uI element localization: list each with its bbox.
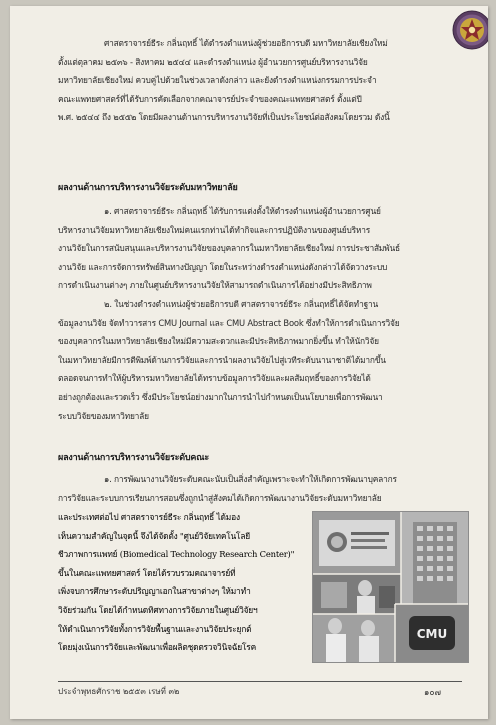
- page-number: ๑๐๗: [424, 688, 441, 698]
- footer-publication: ประจำพุทธศักราช ๒๕๕๓ เรษที่ ๓๒: [58, 687, 180, 696]
- s2-wrap-line-1: และประเทศต่อไป ศาสตราจารย์ธีระ กลิ่นฤทธิ์ ได้มอง: [58, 512, 240, 522]
- s1-item2-line-4: ในมหาวิทยาลัยมีการตีพิมพ์ด้านการวิจัยและการนำผลงานวิจัยไปสู่เวทีระดับนานาชาติได้มากขึ้น: [58, 354, 386, 365]
- s2-full-line-1: ๑. การพัฒนางานวิจัยระดับคณะนับเป็นสิ่งสำคัญเพราะจะทำให้เกิดการพัฒนาบุคลากร: [104, 474, 397, 484]
- s1-item2-line-3: ของบุคลากรในมหาวิทยาลัยเชียงใหม่มีความสะดวกและมีประสิทธิภาพมากยิ่งขึ้น ทำให้นักวิจัย: [58, 336, 379, 347]
- s1-item2-line-1: ๒. ในช่วงดำรงตำแหน่งผู้ช่วยอธิการบดี ศาสตราจารย์ธีระ กลิ่นฤทธิ์ได้จัดทำฐาน: [104, 299, 379, 309]
- intro-paragraph: [58, 34, 462, 127]
- photo-collage-image: [313, 512, 468, 662]
- s1-item1-line-4: งานวิจัย และการจัดการทรัพย์สินทางปัญญา โดยในระหว่างดำรงตำแหน่งดังกล่าวได้จัดวางระบบ: [58, 261, 388, 272]
- intro-line-3: มหาวิทยาลัยเชียงใหม่ ควบคู่ไปด้วยในช่วงเวลาดังกล่าว และยังดำรงตำแหน่งกรรมการประจำ: [58, 75, 377, 86]
- s2-wrap-line-4: ขึ้นในคณะแพทยศาสตร์ โดยได้รวบรวมคณาจารย์ที่: [58, 567, 236, 578]
- s1-item2-line-5: ตลอดจนการทำให้ผู้บริหารมหาวิทยาลัยได้ทราบข้อมูลการวิจัยและผลสัมฤทธิ์ของการวิจัยได้: [58, 373, 371, 384]
- s1-item1-line-2: บริหารงานวิจัยมหาวิทยาลัยเชียงใหม่คนแรกท่านได้ทำกิจและการปฏิบัติงานของศูนย์บริหาร: [58, 224, 370, 235]
- section1-item1: [58, 202, 462, 295]
- s2-wrap-line-2: เห็นความสำคัญในจุดนี้ จึงได้จัดตั้ง "ศูนย์วิจัยเทคโนโลยี: [58, 530, 250, 541]
- s2-wrap-line-7: ให้ดำเนินการวิจัยทั้งการวิจัยพื้นฐานและงานวิจัยประยุกต์: [58, 623, 252, 634]
- s1-item1-line-1: ๑. ศาสตราจารย์ธีระ กลิ่นฤทธิ์ ได้รับการแต่งตั้งให้ดำรงตำแหน่งผู้อำนวยการศูนย์: [104, 206, 381, 216]
- s1-item2-line-7: ระบบวิจัยของมหาวิทยาลัย: [58, 410, 149, 421]
- section2-full-lines: [58, 470, 462, 507]
- s2-wrap-line-5: เพิ่งจบการศึกษาระดับปริญญาเอกในสาขาต่างๆ ให้มาทำ: [58, 586, 251, 597]
- s2-full-line-2: การวิจัยและระบบการเรียนการสอนซึ่งถูกนำสู่สังคมได้เกิดการพัฒนางานวิจัยระดับมหาวิทยาลัย: [58, 492, 382, 503]
- document-page: [10, 6, 488, 719]
- intro-line-2: ตั้งแต่ตุลาคม ๒๕๓๖ - สิงหาคม ๒๕๔๔ และดำรงตำแหน่ง ผู้อำนวยการศูนย์บริหารงานวิจัย: [58, 56, 368, 67]
- s1-item2-line-6: อย่างถูกต้องและรวดเร็ว ซึ่งมีประโยชน์อย่างมากในการนำไปกำหนดเป็นนโยบายเพื่อการพัฒนา: [58, 391, 383, 402]
- s1-item1-line-3: งานวิจัยในการสนับสนุนและบริหารงานวิจัยของบุคลากรในมหาวิทยาลัยเชียงใหม่ การประชาสัมพันธ์: [58, 243, 400, 254]
- section2-wrap-text: [58, 508, 306, 657]
- s2-wrap-line-3: ชีวภาพการแพทย์ (Biomedical Technology Research Center)": [58, 549, 295, 560]
- intro-line-5: พ.ศ. ๒๕๔๔ ถึง ๒๕๕๒ โดยมีผลงานด้านการบริหารงานวิจัยที่เป็นประโยชน์ต่อสังคมโดยรวม ดังนี้: [58, 112, 390, 123]
- s2-wrap-line-6: วิจัยร่วมกัน โดยได้กำหนดทิศทางการวิจัยภายในศูนย์วิจัยฯ: [58, 604, 258, 615]
- s1-item1-line-5: การดำเนินงานต่างๆ ภายในศูนย์บริหารงานวิจัยให้สามารถดำเนินการได้อย่างมีประสิทธิภาพ: [58, 280, 372, 291]
- section1-item2: [58, 295, 462, 425]
- footer-divider: [58, 681, 462, 682]
- intro-line-4: คณะแพทยศาสตร์ที่ได้รับการคัดเลือกจากคณาจารย์ประจำของคณะแพทยศาสตร์ ตั้งแต่ปี: [58, 93, 362, 104]
- s1-item2-line-2: ข้อมูลงานวิจัย จัดทำวารสาร CMU Journal และ CMU Abstract Book ซึ่งทำให้การดำเนินการวิจัย: [58, 317, 400, 328]
- s2-wrap-line-8: โดยมุ่งเน้นการวิจัยและพัฒนาเพื่อผลิตชุดตรวจวินิจฉัยโรค: [58, 642, 257, 653]
- section1-heading: ผลงานด้านการบริหารงานวิจัยระดับมหาวิทยาลัย: [58, 183, 238, 193]
- intro-line-1: ศาสตราจารย์ธีระ กลิ่นฤทธิ์ ได้ดำรงตำแหน่งผู้ช่วยอธิการบดี มหาวิทยาลัยเชียงใหม่: [104, 38, 388, 48]
- cmu-sign-text: CMU: [416, 627, 448, 641]
- photo-collage: [312, 511, 469, 663]
- section2-heading: ผลงานด้านการบริหารงานวิจัยระดับคณะ: [58, 453, 209, 463]
